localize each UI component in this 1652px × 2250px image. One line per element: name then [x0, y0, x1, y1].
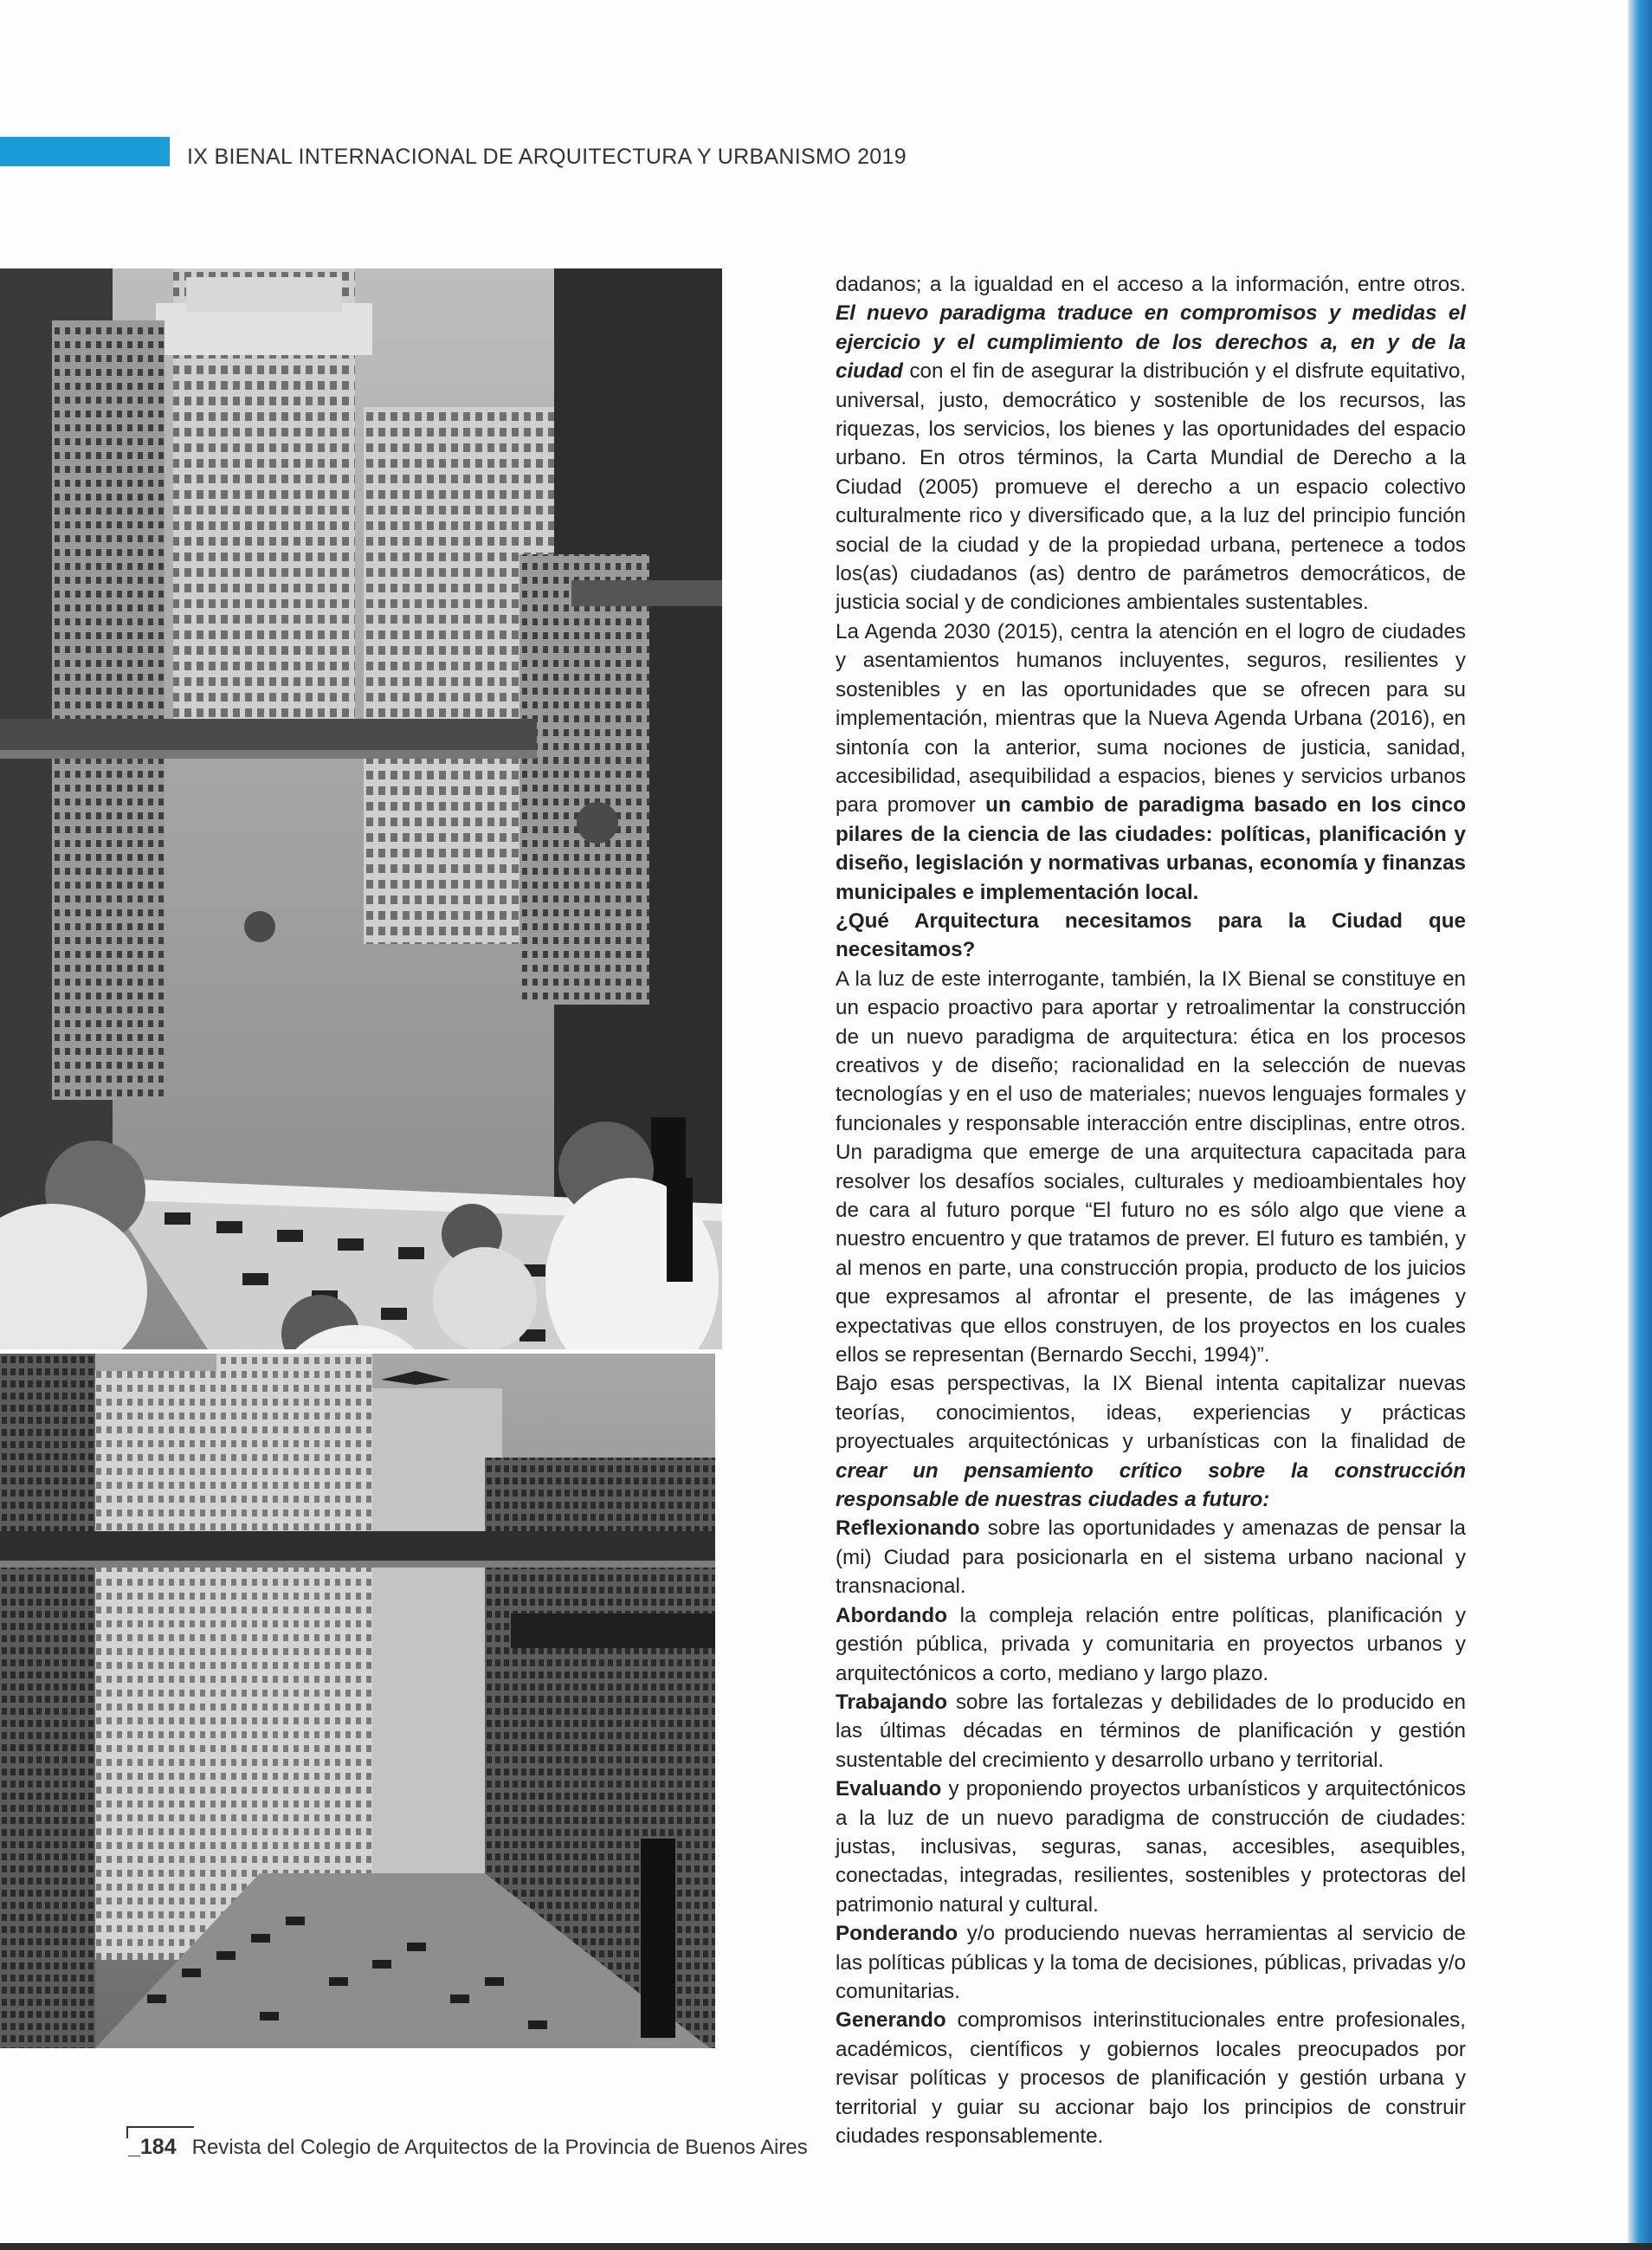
emphasis-cambio-paradigma: un cambio de paradigma basado en los cinco pilares de la ciencia de las ciudades: políticas, planificación y diseño, legislación y normativas urbanas, economía y finanzas municipales e implementación local. [836, 793, 1466, 904]
scan-edge-bottom [0, 2243, 1652, 2250]
paragraph-derecho-ciudad: dadanos; a la igualdad en el acceso a la información, entre otros. El nuevo paradigma traduce en compromisos y medidas el ejercicio y el cumplimiento de los derechos a, en y de la ciudad con el fin de asegurar la distribución y el disfrute equitativo, universal, justo, democrático y sostenible de los recursos, las riquezas, los servicios, los bienes y las oportunidades del espacio urbano. En otros términos, la Carta Mundial de Derecho a la Ciudad (2005) promueve el derecho a un espacio colectivo culturalmente rico y diversificado que, a la luz del principio función social de la ciudad y de la propiedad urbana, pertenece a todos los(as) ciudadanos (as) dentro de parámetros democráticos, de justicia social y de condiciones ambientales sustentables. [836, 273, 1466, 615]
paragraph-nuevo-paradigma-arquitectura: A la luz de este interrogante, también, la IX Bienal se constituye en un espacio proactivo para aportar y retroalimentar la construcción de un nuevo paradigma de arquitectura: ética en los procesos creativos y de diseño; racionalidad en la selección de nuevas tecnologías y en el uso de materiales; nuevos lenguajes formales y funcionales y responsable interacción entre disciplinas, entre otros. Un paradigma que emerge de una arquitectura capacitada para resolver los desafíos sociales, culturales y medioambientales hoy de cara al futuro porque “El futuro no es sólo algo que viene a nuestro encuentro y que tratamos de prever. El futuro es también, y al menos en parte, una construcción propia, producto de los juicios que expresamos al afrontar el presente, de las imágenes y expectativas que ellos construyen, de los proyectos en los cuales ellos se representan (Bernardo Secchi, 1994)”. [836, 967, 1466, 1367]
list-item: Ponderando y/o produciendo nuevas herramientas al servicio de las políticas públicas y la toma de decisiones, públicas, privadas y/o comunitarias. [836, 1922, 1466, 2003]
photo-futuristic-city-street [0, 1354, 715, 2048]
running-header-title: IX BIENAL INTERNACIONAL DE ARQUITECTURA Y URBANISMO 2019 [187, 145, 907, 169]
scan-edge-blue-cover [1628, 0, 1652, 2250]
photo-workers-city-model [0, 268, 722, 1349]
list-item: Evaluando y proponiendo proyectos urbanísticos y arquitectónicos a la luz de un nuevo paradigma de construcción de ciudades: justas, inclusivas, seguras, sanas, accesibles, asequibles, conectadas, integradas, resilientes, sostenibles y protectoras del patrimonio natural y cultural. [836, 1777, 1466, 1917]
list-item: Trabajando sobre las fortalezas y debilidades de lo producido en las últimas décadas en términos de planificación y gestión sustentable del crecimiento y desarrollo urbano y territorial. [836, 1690, 1466, 1772]
list-item: Generando compromisos interinstitucionales entre profesionales, académicos, científicos y gobiernos locales preocupados por revisar políticas y procesos de planificación y gestión urbana y territorial y guiar su accionar bajo los principios de construir ciudades responsablemente. [836, 2008, 1466, 2148]
emphasis-nuevo-paradigma: El nuevo paradigma traduce en compromisos y medidas el ejercicio y el cumplimiento de los derechos a, en y de la ciudad [836, 301, 1466, 384]
paragraph-agenda-2030: La Agenda 2030 (2015), centra la atención en el logro de ciudades y asentamientos humanos incluyentes, seguros, resilientes y sostenibles y en las oportunidades que se ofrecen para su implementación, mientras que la Nueva Agenda Urbana (2016), en sintonía con la anterior, suma nociones de justicia, sanidad, accesibilidad, asequibilidad a espacios, bienes y servicios urbanos para promover un cambio de paradigma basado en los cinco pilares de la ciencia de las ciudades: políticas, planificación y diseño, legislación y normativas urbanas, economía y finanzas municipales e implementación local. [836, 619, 1466, 904]
publication-name: Revista del Colegio de Arquitectos de la Provincia de Buenos Aires [191, 2136, 808, 2159]
emphasis-pensamiento-critico: crear un pensamiento crítico sobre la construcción responsable de nuestras ciudades a futuro: [836, 1458, 1466, 1512]
header-accent-bar [0, 137, 170, 166]
list-item: Abordando la compleja relación entre políticas, planificación y gestión pública, privada y comunitaria en proyectos urbanos y arquitectónicos a corto, mediano y largo plazo. [836, 1603, 1466, 1685]
list-item: Reflexionando sobre las oportunidades y amenazas de pensar la (mi) Ciudad para posicionarla en el sistema urbano nacional y transnacional. [836, 1516, 1466, 1599]
page-footer [128, 2135, 808, 2160]
question-heading: ¿Qué Arquitectura necesitamos para la Ciudad que necesitamos? [836, 908, 1466, 962]
paragraph-perspectivas: Bajo esas perspectivas, la IX Bienal intenta capitalizar nuevas teorías, conocimientos, ideas, experiencias y prácticas proyectuales arquitectónicas y urbanísticas con la finalidad de crear un pensamiento crítico sobre la construcción responsable de nuestras ciudades a futuro: [836, 1372, 1466, 1512]
page-number: _184 [128, 2135, 177, 2159]
article-body [836, 270, 1466, 2150]
